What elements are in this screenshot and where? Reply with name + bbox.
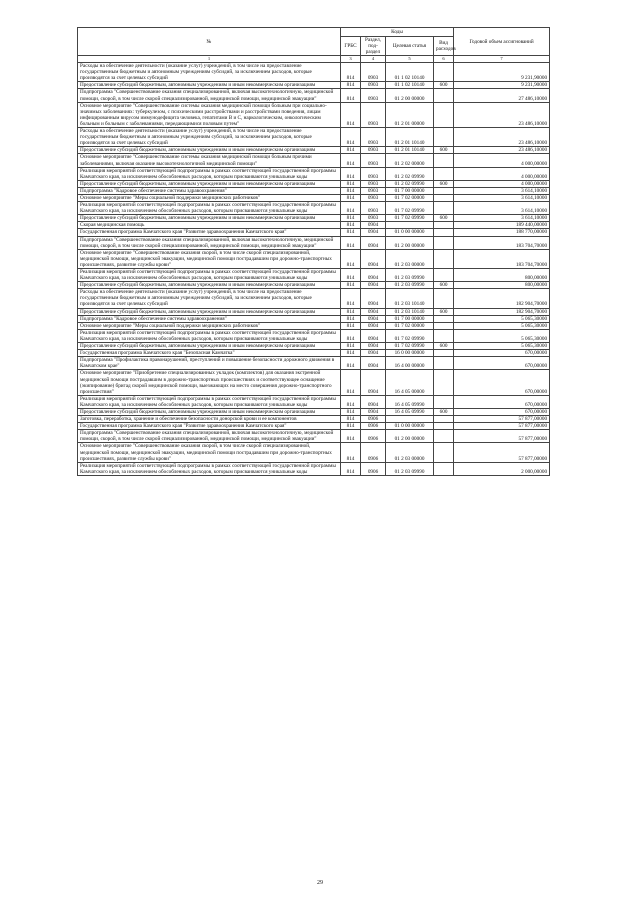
row-target-cell xyxy=(386,416,434,423)
row-name-cell: Реализация мероприятий соответствующей подпрограммы в рамках соответствующей государственной программы Камчатского края, за исключением обособленных расходов, которым присваиваются уникальные коды xyxy=(78,167,341,180)
table-row xyxy=(78,343,550,350)
row-amount-cell: 23 486,10000 xyxy=(454,147,550,154)
row-name-cell: Подпрограмма "Совершенствование оказания специализированной, включая высокотехнологичную, медицинской помощи, скорой, в том числе скорой специализированной, медицинской помощи, медицинской эвакуации" xyxy=(78,430,341,443)
row-type-cell xyxy=(434,154,454,167)
row-grbs-cell: 814 xyxy=(341,443,361,462)
table-row xyxy=(78,194,550,201)
row-grbs-cell: 814 xyxy=(341,102,361,127)
row-name-cell: Предоставление субсидий бюджетным, автономным учреждениям и иным некоммерческим организациям xyxy=(78,147,341,154)
row-target-cell xyxy=(386,222,434,229)
row-section-cell: 0906 xyxy=(361,423,386,430)
row-type-cell: 600 xyxy=(434,180,454,187)
row-grbs-cell: 814 xyxy=(341,249,361,268)
row-type-cell xyxy=(434,357,454,370)
table-row xyxy=(78,63,550,82)
column-index: 3 xyxy=(341,56,361,63)
table-row xyxy=(78,443,550,462)
row-target-cell: 01 2 00 00000 xyxy=(386,89,434,102)
row-target-cell: 01 2 01 10140 xyxy=(386,128,434,147)
row-grbs-cell: 814 xyxy=(341,236,361,249)
row-target-cell: 16 4 00 00000 xyxy=(386,357,434,370)
row-grbs-cell: 814 xyxy=(341,180,361,187)
table-row xyxy=(78,395,550,408)
table-row xyxy=(78,357,550,370)
row-name-cell: Основное мероприятие "Совершенствование оказания скорой, в том числе скорой специализированной, медицинской помощи, медицинской эвакуации, медицинской помощи пострадавшим при дорожно-транспортных происшествиях, развитие службы крови" xyxy=(78,443,341,462)
row-amount-cell: 189 440,00000 xyxy=(454,222,550,229)
table-row xyxy=(78,269,550,282)
row-section-cell: 0904 xyxy=(361,269,386,282)
row-grbs-cell: 814 xyxy=(341,289,361,308)
row-amount-cell: 670,00000 xyxy=(454,350,550,357)
header-target-article: Целевая статья xyxy=(386,37,434,56)
row-amount-cell: 4 000,00000 xyxy=(454,167,550,180)
row-type-cell xyxy=(434,167,454,180)
budget-table-sheet xyxy=(77,27,549,476)
row-type-cell xyxy=(434,315,454,322)
row-amount-cell: 4 000,00000 xyxy=(454,180,550,187)
row-name-cell: Подпрограмма "Кадровое обеспечение системы здравоохранения" xyxy=(78,315,341,322)
row-name-cell: Основное мероприятие "Приобретение специализированных укладок (комплектов) для оказания экстренной медицинской помощи пострадавшим в дорожно-транспортных происшествиях и соответствующее оснащение (экипирование) бригад скорой медицинской помощи, выезжающих на место совершения дорожно-транспортного происшествия" xyxy=(78,370,341,395)
table-row xyxy=(78,289,550,308)
table-row xyxy=(78,322,550,329)
row-grbs-cell: 814 xyxy=(341,147,361,154)
row-name-cell: Подпрограмма "Профилактика правонарушений, преступлений и повышение безопасности дорожного движения в Камчатском крае" xyxy=(78,357,341,370)
table-row xyxy=(78,282,550,289)
row-section-cell: 0904 xyxy=(361,249,386,268)
table-row xyxy=(78,370,550,395)
row-section-cell: 0904 xyxy=(361,222,386,229)
row-grbs-cell: 814 xyxy=(341,194,361,201)
table-row xyxy=(78,222,550,229)
row-section-cell: 0903 xyxy=(361,202,386,215)
row-target-cell: 01 2 02 09990 xyxy=(386,167,434,180)
row-type-cell: 600 xyxy=(434,282,454,289)
row-amount-cell: 5 065,30000 xyxy=(454,329,550,342)
row-amount-cell: 670,00000 xyxy=(454,370,550,395)
row-target-cell: 01 7 02 09990 xyxy=(386,202,434,215)
row-grbs-cell: 814 xyxy=(341,222,361,229)
row-amount-cell: 3 614,10000 xyxy=(454,202,550,215)
row-type-cell: 600 xyxy=(434,343,454,350)
row-grbs-cell: 814 xyxy=(341,167,361,180)
row-grbs-cell: 814 xyxy=(341,128,361,147)
row-grbs-cell: 814 xyxy=(341,357,361,370)
row-grbs-cell: 814 xyxy=(341,229,361,236)
row-section-cell: 0904 xyxy=(361,329,386,342)
row-target-cell: 01 7 02 09990 xyxy=(386,343,434,350)
row-grbs-cell: 814 xyxy=(341,343,361,350)
row-type-cell xyxy=(434,322,454,329)
row-section-cell: 0903 xyxy=(361,82,386,89)
row-name-cell: Реализация мероприятий соответствующей подпрограммы в рамках соответствующей государственной программы Камчатского края, за исключением обособленных расходов, которым присваиваются уникальные коды xyxy=(78,395,341,408)
row-amount-cell: 4 000,00000 xyxy=(454,154,550,167)
row-grbs-cell: 814 xyxy=(341,350,361,357)
row-name-cell: Основное мероприятие "Меры социальной поддержки медицинских работников" xyxy=(78,194,341,201)
row-amount-cell: 3 614,10000 xyxy=(454,215,550,222)
row-name-cell: Расходы на обеспечение деятельности (оказание услуг) учреждений, в том числе на предоставление государственным бюджетным и автономным учреждениям субсидий, за исключением расходов, которые производятся за счет целевых субсидий xyxy=(78,289,341,308)
row-type-cell xyxy=(434,187,454,194)
table-row xyxy=(78,229,550,236)
row-target-cell: 16 4 05 09990 xyxy=(386,395,434,408)
row-amount-cell: 2 000,00000 xyxy=(454,462,550,475)
table-row xyxy=(78,89,550,102)
table-row xyxy=(78,202,550,215)
row-section-cell: 0903 xyxy=(361,215,386,222)
header-section: Раздел, под-раздел xyxy=(361,37,386,56)
row-grbs-cell: 814 xyxy=(341,423,361,430)
row-type-cell xyxy=(434,63,454,82)
row-name-cell: Основное мероприятие "Совершенствование оказания скорой, в том числе скорой специализированной, медицинской помощи, медицинской эвакуации, медицинской помощи пострадавшим при дорожно-транспортных происшествиях, развитие службы крови" xyxy=(78,249,341,268)
row-section-cell: 0906 xyxy=(361,462,386,475)
row-section-cell: 0903 xyxy=(361,63,386,82)
row-type-cell xyxy=(434,443,454,462)
row-section-cell: 0903 xyxy=(361,102,386,127)
table-row xyxy=(78,102,550,127)
row-target-cell: 01 7 00 00000 xyxy=(386,315,434,322)
row-type-cell: 600 xyxy=(434,308,454,315)
row-section-cell: 0904 xyxy=(361,350,386,357)
row-section-cell: 0903 xyxy=(361,194,386,201)
column-index-row xyxy=(78,56,550,63)
row-amount-cell: 5 065,30000 xyxy=(454,315,550,322)
column-index: 4 xyxy=(361,56,386,63)
row-grbs-cell: 814 xyxy=(341,416,361,423)
row-amount-cell: 3 614,10000 xyxy=(454,187,550,194)
row-type-cell xyxy=(434,462,454,475)
table-row xyxy=(78,462,550,475)
row-amount-cell: 23 486,10000 xyxy=(454,102,550,127)
row-name-cell: Предоставление субсидий бюджетным, автономным учреждениям и иным некоммерческим организациям xyxy=(78,308,341,315)
row-grbs-cell: 814 xyxy=(341,269,361,282)
row-amount-cell: 57 877,00000 xyxy=(454,416,550,423)
row-amount-cell: 182 904,70000 xyxy=(454,289,550,308)
row-grbs-cell: 814 xyxy=(341,215,361,222)
row-type-cell xyxy=(434,329,454,342)
row-target-cell: 01 7 00 00000 xyxy=(386,187,434,194)
row-type-cell xyxy=(434,370,454,395)
row-amount-cell: 670,00000 xyxy=(454,408,550,415)
row-target-cell: 01 7 02 00000 xyxy=(386,194,434,201)
row-type-cell xyxy=(434,423,454,430)
row-name-cell: Скорая медицинская помощь xyxy=(78,222,341,229)
table-row xyxy=(78,187,550,194)
row-type-cell: 600 xyxy=(434,215,454,222)
row-section-cell: 0904 xyxy=(361,322,386,329)
row-target-cell: 16 4 05 00000 xyxy=(386,370,434,395)
table-row xyxy=(78,215,550,222)
row-type-cell: 600 xyxy=(434,82,454,89)
row-amount-cell: 183 704,70000 xyxy=(454,249,550,268)
row-target-cell: 01 2 03 00000 xyxy=(386,249,434,268)
row-target-cell: 01 2 02 00000 xyxy=(386,154,434,167)
table-row xyxy=(78,249,550,268)
row-grbs-cell: 814 xyxy=(341,308,361,315)
row-section-cell: 0903 xyxy=(361,167,386,180)
row-target-cell: 01 2 03 09990 xyxy=(386,462,434,475)
table-row xyxy=(78,408,550,415)
row-target-cell: 01 2 03 10140 xyxy=(386,289,434,308)
row-name-cell: Реализация мероприятий соответствующей подпрограммы в рамках соответствующей государственной программы Камчатского края, за исключением обособленных расходов, которым присваиваются уникальные коды xyxy=(78,269,341,282)
row-name-cell: Предоставление субсидий бюджетным, автономным учреждениям и иным некоммерческим организациям xyxy=(78,282,341,289)
header-codes: Коды xyxy=(341,28,454,37)
row-amount-cell: 670,00000 xyxy=(454,395,550,408)
row-grbs-cell: 814 xyxy=(341,82,361,89)
row-name-cell: Подпрограмма "Совершенствование оказания специализированной, включая высокотехнологичную, медицинской помощи, скорой, в том числе скорой специализированной, медицинской помощи, медицинской эвакуации" xyxy=(78,89,341,102)
row-name-cell: Предоставление субсидий бюджетным, автономным учреждениям и иным некоммерческим организациям xyxy=(78,343,341,350)
table-row xyxy=(78,82,550,89)
row-type-cell xyxy=(434,269,454,282)
row-amount-cell: 182 904,70000 xyxy=(454,308,550,315)
row-grbs-cell: 814 xyxy=(341,430,361,443)
row-section-cell: 0904 xyxy=(361,282,386,289)
row-type-cell xyxy=(434,430,454,443)
column-index: 5 xyxy=(386,56,434,63)
row-amount-cell: 57 877,00000 xyxy=(454,423,550,430)
table-row xyxy=(78,154,550,167)
column-index: 7 xyxy=(454,56,550,63)
row-section-cell: 0904 xyxy=(361,308,386,315)
row-target-cell: 01 2 01 00000 xyxy=(386,102,434,127)
row-name-cell: Государственная программа Камчатского края "Развитие здравоохранения Камчатского края" xyxy=(78,229,341,236)
row-type-cell xyxy=(434,350,454,357)
table-row xyxy=(78,236,550,249)
row-type-cell xyxy=(434,222,454,229)
row-grbs-cell: 814 xyxy=(341,89,361,102)
row-target-cell: 01 1 02 10140 xyxy=(386,82,434,89)
row-target-cell: 01 2 02 09990 xyxy=(386,180,434,187)
row-section-cell: 0903 xyxy=(361,89,386,102)
row-target-cell: 01 2 03 09990 xyxy=(386,269,434,282)
row-target-cell: 01 2 03 10140 xyxy=(386,308,434,315)
row-target-cell: 01 1 02 10140 xyxy=(386,63,434,82)
row-type-cell: 600 xyxy=(434,147,454,154)
row-amount-cell: 9 231,90000 xyxy=(454,63,550,82)
table-row xyxy=(78,423,550,430)
header-number: № xyxy=(78,28,341,56)
row-name-cell: Предоставление субсидий бюджетным, автономным учреждениям и иным некоммерческим организациям xyxy=(78,82,341,89)
row-grbs-cell: 814 xyxy=(341,63,361,82)
row-grbs-cell: 814 xyxy=(341,408,361,415)
row-target-cell: 01 2 00 00000 xyxy=(386,236,434,249)
row-target-cell: 01 7 02 09990 xyxy=(386,215,434,222)
row-target-cell: 01 7 02 00000 xyxy=(386,322,434,329)
row-section-cell: 0906 xyxy=(361,443,386,462)
row-section-cell: 0906 xyxy=(361,430,386,443)
row-section-cell: 0904 xyxy=(361,236,386,249)
row-type-cell xyxy=(434,289,454,308)
row-name-cell: Реализация мероприятий соответствующей подпрограммы в рамках соответствующей государственной программы Камчатского края, за исключением обособленных расходов, которым присваиваются уникальные коды xyxy=(78,462,341,475)
row-target-cell: 01 0 00 00000 xyxy=(386,229,434,236)
row-target-cell: 01 2 03 09990 xyxy=(386,282,434,289)
row-grbs-cell: 814 xyxy=(341,370,361,395)
row-target-cell: 16 0 00 00000 xyxy=(386,350,434,357)
row-type-cell xyxy=(434,128,454,147)
row-grbs-cell: 814 xyxy=(341,315,361,322)
table-row xyxy=(78,430,550,443)
row-grbs-cell: 814 xyxy=(341,202,361,215)
row-amount-cell: 183 704,70000 xyxy=(454,236,550,249)
row-type-cell xyxy=(434,229,454,236)
row-type-cell xyxy=(434,194,454,201)
row-target-cell: 01 0 00 00000 xyxy=(386,423,434,430)
row-type-cell xyxy=(434,102,454,127)
row-name-cell: Реализация мероприятий соответствующей подпрограммы в рамках соответствующей государственной программы Камчатского края, за исключением обособленных расходов, которым присваиваются уникальные коды xyxy=(78,202,341,215)
budget-table xyxy=(77,27,550,476)
row-type-cell xyxy=(434,236,454,249)
row-section-cell: 0906 xyxy=(361,416,386,423)
row-name-cell: Предоставление субсидий бюджетным, автономным учреждениям и иным некоммерческим организациям xyxy=(78,408,341,415)
header-expense-type: Вид расходов xyxy=(434,37,454,56)
row-amount-cell: 27 486,10000 xyxy=(454,89,550,102)
row-type-cell xyxy=(434,202,454,215)
table-row xyxy=(78,147,550,154)
row-amount-cell: 670,00000 xyxy=(454,357,550,370)
row-grbs-cell: 814 xyxy=(341,154,361,167)
table-row xyxy=(78,329,550,342)
table-row xyxy=(78,128,550,147)
row-name-cell: Основное мероприятие "Меры социальной поддержки медицинских работников" xyxy=(78,322,341,329)
page-number: 29 xyxy=(317,880,323,886)
row-name-cell: Расходы на обеспечение деятельности (оказание услуг) учреждений, в том числе на предоставление государственным бюджетным и автономным учреждениям субсидий, за исключением расходов, которые производятся за счет целевых субсидий xyxy=(78,128,341,147)
row-name-cell: Расходы на обеспечение деятельности (оказание услуг) учреждений, в том числе на предоставление государственным бюджетным и автономным учреждениям субсидий, за исключением расходов, которые производятся за счет целевых субсидий xyxy=(78,63,341,82)
row-grbs-cell: 814 xyxy=(341,282,361,289)
row-type-cell xyxy=(434,249,454,268)
row-name-cell: Государственная программа Камчатского края "Развитие здравоохранения Камчатского края" xyxy=(78,423,341,430)
row-name-cell: Подпрограмма "Совершенствование оказания специализированной, включая высокотехнологичную, медицинской помощи, скорой, в том числе скорой специализированной, медицинской помощи, медицинской эвакуации" xyxy=(78,236,341,249)
row-target-cell: 01 2 01 10140 xyxy=(386,147,434,154)
row-section-cell: 0904 xyxy=(361,343,386,350)
row-target-cell: 01 7 02 09990 xyxy=(386,329,434,342)
row-type-cell: 600 xyxy=(434,408,454,415)
table-row xyxy=(78,167,550,180)
row-grbs-cell: 814 xyxy=(341,187,361,194)
table-row xyxy=(78,350,550,357)
row-target-cell: 16 4 05 09990 xyxy=(386,408,434,415)
row-target-cell: 01 2 03 00000 xyxy=(386,443,434,462)
row-amount-cell: 23 486,10000 xyxy=(454,128,550,147)
row-type-cell xyxy=(434,395,454,408)
table-row xyxy=(78,180,550,187)
row-section-cell: 0903 xyxy=(361,128,386,147)
row-section-cell: 0904 xyxy=(361,370,386,395)
row-amount-cell: 5 065,30000 xyxy=(454,322,550,329)
row-target-cell: 01 2 00 00000 xyxy=(386,430,434,443)
header-annual-volume: Годовой объем ассигнований xyxy=(454,28,550,56)
row-amount-cell: 800,00000 xyxy=(454,269,550,282)
row-section-cell: 0904 xyxy=(361,289,386,308)
row-type-cell xyxy=(434,416,454,423)
row-section-cell: 0904 xyxy=(361,408,386,415)
row-amount-cell: 5 065,30000 xyxy=(454,343,550,350)
row-amount-cell: 3 614,10000 xyxy=(454,194,550,201)
row-amount-cell: 188 770,00000 xyxy=(454,229,550,236)
row-name-cell: Заготовка, переработка, хранение и обеспечение безопасности донорской крови и ее компонентов xyxy=(78,416,341,423)
row-section-cell: 0904 xyxy=(361,229,386,236)
table-row xyxy=(78,315,550,322)
row-grbs-cell: 814 xyxy=(341,329,361,342)
row-name-cell: Реализация мероприятий соответствующей подпрограммы в рамках соответствующей государственной программы Камчатского края, за исключением обособленных расходов, которым присваиваются уникальные коды xyxy=(78,329,341,342)
row-section-cell: 0904 xyxy=(361,315,386,322)
row-section-cell: 0904 xyxy=(361,357,386,370)
row-type-cell xyxy=(434,89,454,102)
row-amount-cell: 57 877,00000 xyxy=(454,443,550,462)
row-amount-cell: 9 231,90000 xyxy=(454,82,550,89)
header-grbs: ГРБС xyxy=(341,37,361,56)
row-grbs-cell: 814 xyxy=(341,322,361,329)
row-name-cell: Предоставление субсидий бюджетным, автономным учреждениям и иным некоммерческим организациям xyxy=(78,215,341,222)
row-name-cell: Предоставление субсидий бюджетным, автономным учреждениям и иным некоммерческим организациям xyxy=(78,180,341,187)
table-row xyxy=(78,308,550,315)
column-index: 6 xyxy=(434,56,454,63)
row-amount-cell: 57 877,00000 xyxy=(454,430,550,443)
row-section-cell: 0903 xyxy=(361,187,386,194)
row-name-cell: Основное мероприятие "Совершенствование системы оказания медицинской помощи больным прочими заболеваниями, включая оказание высокотехнологичной медицинской помощи" xyxy=(78,154,341,167)
row-name-cell: Государственная программа Камчатского края "Безопасная Камчатка" xyxy=(78,350,341,357)
row-name-cell: Подпрограмма "Кадровое обеспечение системы здравоохранения" xyxy=(78,187,341,194)
row-amount-cell: 800,00000 xyxy=(454,282,550,289)
table-row xyxy=(78,416,550,423)
row-section-cell: 0903 xyxy=(361,154,386,167)
row-section-cell: 0904 xyxy=(361,395,386,408)
row-name-cell: Основное мероприятие "Совершенствование системы оказания медицинской помощи больным при социально-значимых заболеваниях: туберкулезом, с психическими расстройствами и расстройствами поведения, лицам инфицированным вирусом иммунодефицита человека, гепатитами В и С, наркологическим, онкологическим больным и больным с заболеваниями, передающимися половым путем" xyxy=(78,102,341,127)
row-grbs-cell: 814 xyxy=(341,462,361,475)
row-section-cell: 0903 xyxy=(361,180,386,187)
row-grbs-cell: 814 xyxy=(341,395,361,408)
column-index: 1 xyxy=(78,56,341,63)
row-section-cell: 0903 xyxy=(361,147,386,154)
